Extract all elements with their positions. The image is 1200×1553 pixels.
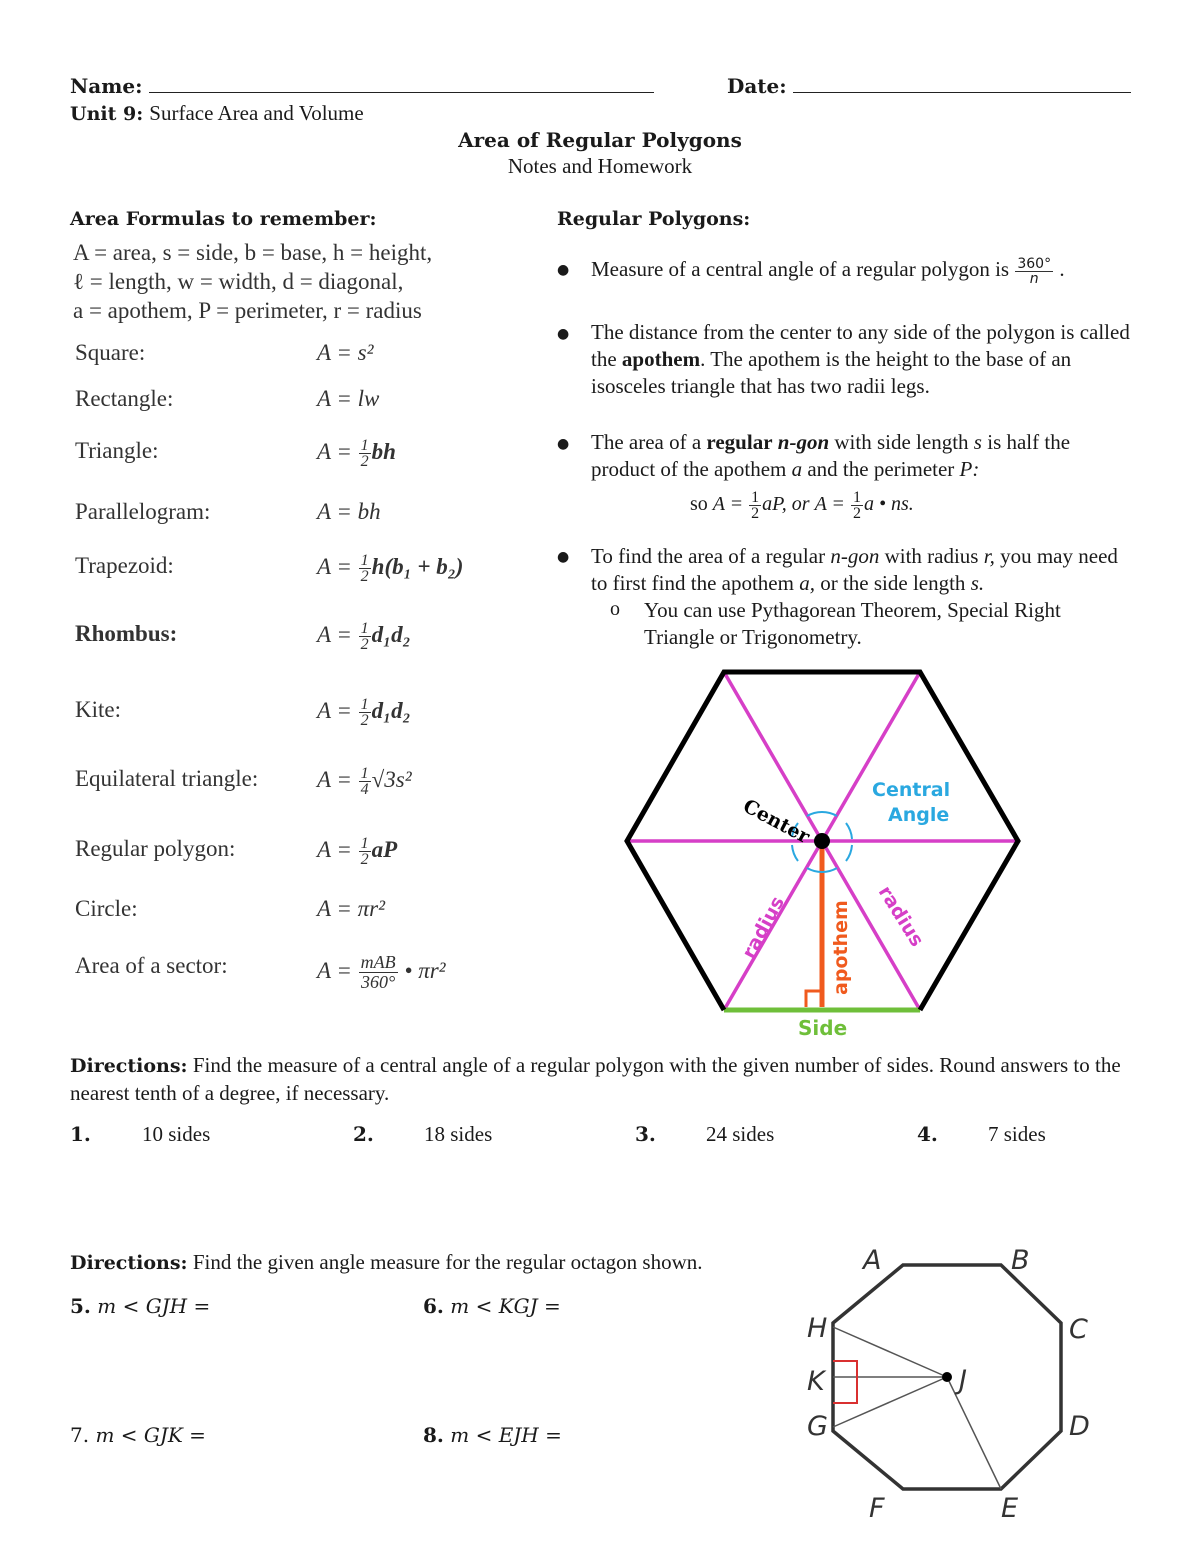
label-E: E [1001, 1493, 1019, 1524]
bullet-bold: n-gon [777, 430, 830, 454]
directions-2 [70, 1250, 703, 1275]
sub-bullet-text: You can use Pythagorean Theorem, Special Right Triangle or Trigonometry. [644, 598, 1061, 649]
name-field[interactable] [70, 74, 654, 98]
bullet-apothem [591, 319, 1136, 400]
formula-text: aP, or [762, 493, 810, 516]
formula-text: a • ns. [863, 493, 914, 516]
bullet-dot: ● [557, 436, 570, 452]
formula-pre: A = [317, 621, 358, 647]
frac-num: 1 [360, 696, 369, 713]
polygons-heading: Regular Polygons: [557, 208, 751, 230]
problem-expr: m < GJH = [97, 1294, 211, 1318]
formula-text: A = [712, 493, 749, 516]
bullet-var: a [791, 457, 803, 481]
formula-name: Rhombus: [75, 621, 178, 646]
bullet-text: To find the area of a regular [591, 544, 826, 568]
segment-HJ [833, 1327, 947, 1377]
problem-number: 6. [423, 1294, 444, 1318]
formula-name: Triangle: [75, 438, 159, 463]
label-D: D [1069, 1411, 1090, 1442]
formula-post: • πr² [398, 957, 446, 983]
formula-post: √3s² [371, 766, 412, 792]
bullet-var: n-gon [830, 544, 880, 568]
problem-3 [635, 1122, 775, 1146]
formula-post: d₁d₂ [371, 621, 411, 647]
frac-num: mAB [360, 952, 396, 972]
label-F: F [869, 1493, 885, 1524]
formula-expr: A = bh [317, 499, 381, 524]
frac-den: n [1029, 270, 1039, 287]
formula-post: aP [371, 836, 398, 862]
side-label: Side [798, 1016, 848, 1040]
problem-6 [423, 1294, 561, 1318]
unit-line [70, 101, 364, 126]
bullet-text: Measure of a central angle of a regular polygon is [591, 257, 1010, 281]
legend-line: ℓ = length, w = width, d = diagonal, [73, 269, 404, 294]
frac-den: 2 [751, 505, 760, 522]
problem-text: 7 sides [988, 1122, 1046, 1146]
point-J [942, 1372, 952, 1382]
bullet-text: you may need to first find the apothem [591, 544, 1118, 595]
problem-number: 4. [917, 1122, 938, 1146]
unit-label: Unit 9: [70, 103, 144, 125]
formula-name: Square: [75, 340, 146, 365]
octagon-diagram [795, 1235, 1105, 1525]
frac-num: 1 [360, 552, 369, 569]
date-label: Date: [727, 74, 787, 98]
problem-expr: m < EJH = [450, 1423, 562, 1447]
angle-arc [792, 845, 798, 861]
formula-rectangle [75, 386, 380, 412]
bullet-text: with side length [834, 430, 969, 454]
formula-equilateral [75, 765, 412, 798]
formula-expr: A = lw [317, 386, 380, 411]
formula-circle [75, 896, 386, 922]
directions-text: Find the given angle measure for the regular octagon shown. [192, 1250, 703, 1274]
formula-regular-polygon [75, 835, 398, 868]
bullet-bold: regular [706, 430, 773, 454]
bullet-find-area [591, 543, 1136, 597]
angle-arc [846, 823, 852, 839]
bullet-text: The area of a [591, 430, 702, 454]
label-G: G [807, 1411, 828, 1442]
bullet-central-angle [591, 256, 1136, 286]
bullet-var: s. [970, 571, 985, 595]
formula-name: Rectangle: [75, 386, 174, 411]
formula-kite [75, 696, 411, 729]
label-C: C [1069, 1314, 1088, 1345]
formula-pre: A = [317, 766, 358, 792]
formula-post: h(b₁ + b₂) [371, 553, 464, 579]
problem-expr: m < GJK = [95, 1423, 206, 1447]
frac-den: 2 [360, 568, 369, 585]
frac-den: 360° [361, 972, 396, 992]
page-title: Area of Regular Polygons [458, 128, 742, 152]
frac-den: 2 [360, 851, 369, 868]
problem-1 [70, 1122, 211, 1146]
frac-den: 2 [360, 636, 369, 653]
radius-label-right: radius [873, 881, 928, 951]
radius-label-left: radius [737, 892, 789, 963]
name-label: Name: [70, 74, 143, 98]
formula-pre: A = [317, 438, 358, 464]
apothem-label: apothem [830, 900, 852, 995]
date-field[interactable] [727, 74, 1131, 98]
formula-name: Kite: [75, 697, 121, 722]
bullet-end: . [1059, 257, 1065, 281]
formulas-heading: Area Formulas to remember: [70, 208, 377, 230]
label-J: J [959, 1365, 967, 1396]
formula-square [75, 340, 374, 366]
problem-2 [353, 1122, 493, 1146]
segment-EJ [947, 1377, 1001, 1489]
formula-name: Trapezoid: [75, 553, 174, 578]
bullet-area [591, 429, 1136, 483]
frac-num: 1 [360, 620, 369, 637]
bullet-text: . The apothem is the height to the base of an isosceles triangle that has two radii legs. [591, 347, 1072, 398]
bullet-text: The distance from the center to any side of the polygon is called the [591, 320, 1130, 371]
bullet-var: P: [959, 457, 980, 481]
angle-arc [807, 812, 837, 816]
frac-num: 1 [360, 835, 369, 852]
bullet-bold: apothem [621, 347, 701, 371]
problem-number: 3. [635, 1122, 656, 1146]
directions-label: Directions: [70, 1055, 188, 1077]
frac-num: 1 [360, 765, 369, 782]
frac-den: 2 [360, 712, 369, 729]
legend-line: A = area, s = side, b = base, h = height, [73, 240, 433, 265]
problem-4 [917, 1122, 1046, 1146]
problem-5 [70, 1294, 210, 1318]
central-angle-label: Angle [888, 804, 950, 826]
frac-den: 2 [852, 505, 861, 522]
bullet-dot: ● [557, 549, 570, 565]
date-line[interactable] [793, 76, 1131, 93]
central-angle-label: Central [872, 779, 951, 801]
formula-pre: A = [317, 697, 358, 723]
problem-8 [423, 1423, 562, 1447]
formula-pre: A = [317, 836, 358, 862]
directions-text: Find the measure of a central angle of a regular polygon with the given number of sides. Round answers to the nearest tenth of a degree, if necessary. [70, 1053, 1121, 1105]
angle-arc [846, 845, 852, 861]
formula-sector [75, 952, 446, 992]
bullet-var: r, [983, 544, 995, 568]
label-A: A [863, 1245, 882, 1276]
formula-name: Parallelogram: [75, 499, 211, 524]
formula-expr: A = s² [317, 340, 374, 365]
bullet-text: with radius [884, 544, 979, 568]
bullet-text: is half the product of the apothem [591, 430, 1071, 481]
formula-post: bh [371, 438, 396, 464]
problem-number: 5. [70, 1294, 91, 1318]
frac-num: 1 [751, 489, 760, 506]
formula-parallelogram [75, 499, 381, 525]
formula-rhombus [75, 620, 411, 653]
formula-trapezoid [75, 552, 464, 585]
problem-text: 10 sides [142, 1122, 211, 1146]
formula-name: Regular polygon: [75, 836, 236, 861]
formula-post: d₁d₂ [371, 697, 411, 723]
formula-name: Area of a sector: [75, 953, 228, 978]
page-subtitle: Notes and Homework [507, 154, 693, 178]
bullet-dot: ● [557, 262, 570, 278]
name-line[interactable] [149, 76, 654, 93]
center-point [814, 833, 830, 849]
directions-label: Directions: [70, 1252, 188, 1274]
formula-text: so [690, 493, 708, 516]
formula-triangle [75, 437, 396, 470]
unit-title: Surface Area and Volume [149, 101, 364, 125]
label-K: K [807, 1366, 825, 1397]
formula-pre: A = [317, 553, 358, 579]
frac-num: 360° [1017, 255, 1052, 272]
frac-den: 2 [360, 453, 369, 470]
center-label: Center [739, 794, 814, 849]
legend-line: a = apothem, P = perimeter, r = radius [73, 298, 422, 323]
frac-num: 1 [360, 437, 369, 454]
label-B: B [1011, 1245, 1030, 1276]
bullet-text: and the perimeter [807, 457, 955, 481]
formula-legend [73, 238, 432, 325]
problem-text: 24 sides [706, 1122, 775, 1146]
problem-expr: m < KGJ = [450, 1294, 561, 1318]
area-formula-line [690, 490, 914, 521]
formula-name: Circle: [75, 896, 138, 921]
formula-text: A = [814, 493, 850, 516]
bullet-var: s [973, 430, 982, 454]
problem-number: 2. [353, 1122, 374, 1146]
formula-expr: A = πr² [317, 896, 386, 921]
bullet-var: a, [799, 571, 815, 595]
directions-1 [70, 1052, 1140, 1107]
formula-name: Equilateral triangle: [75, 766, 259, 791]
bullet-text: or the side length [820, 571, 966, 595]
problem-text: 18 sides [424, 1122, 493, 1146]
problem-7 [70, 1423, 206, 1447]
frac-den: 4 [360, 781, 369, 798]
right-angle-mark-lower [833, 1377, 857, 1403]
label-H: H [807, 1313, 828, 1344]
formula-pre: A = [317, 957, 358, 983]
problem-number: 8. [423, 1423, 444, 1447]
sub-bullet: o [610, 598, 620, 620]
problem-number: 1. [70, 1122, 91, 1146]
problem-number: 7. [70, 1423, 90, 1447]
frac-num: 1 [852, 489, 861, 506]
hexagon-diagram [600, 655, 1070, 1045]
bullet-dot: ● [557, 326, 570, 342]
right-angle-mark [833, 1361, 857, 1377]
